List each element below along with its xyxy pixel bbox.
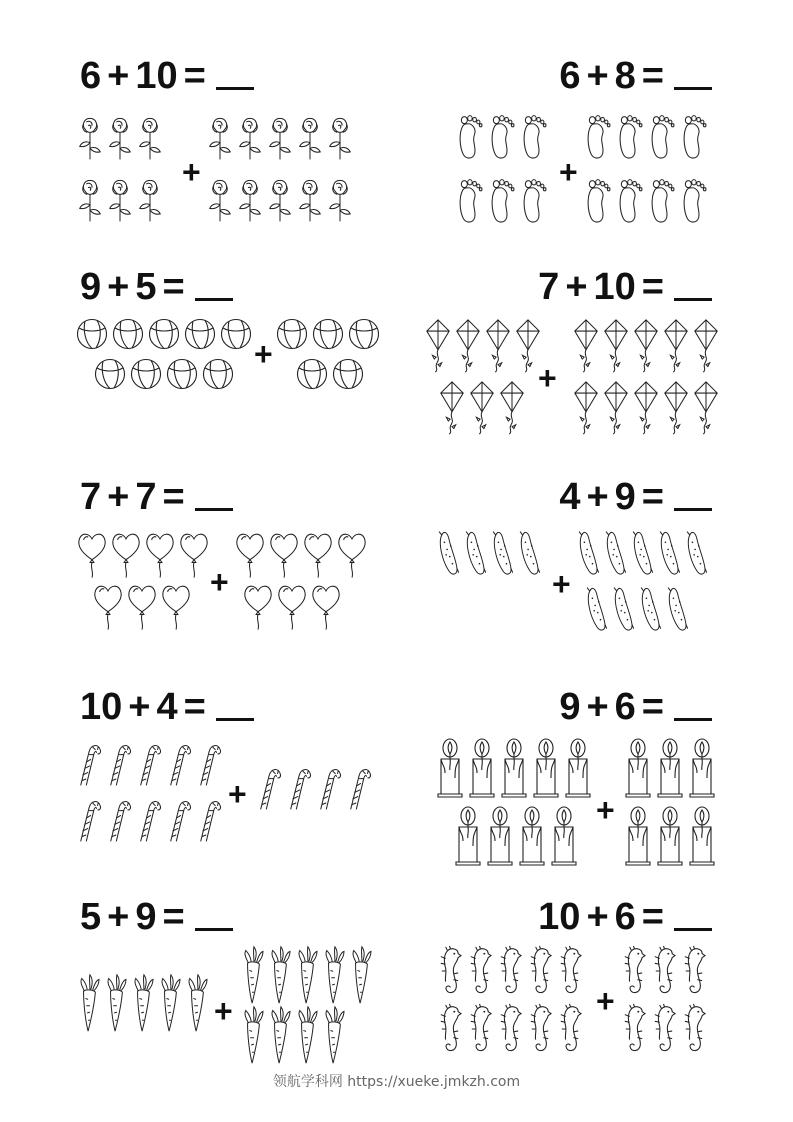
addend-a: 10 [80, 686, 123, 728]
candle-icon [656, 806, 684, 871]
picture-group [76, 738, 376, 848]
seahorse-icon [436, 945, 463, 1002]
candle-icon [532, 738, 560, 803]
picture-plus-sign: + [228, 776, 247, 812]
kite-icon [692, 318, 720, 379]
heart-balloon-icon [76, 528, 108, 585]
answer-blank[interactable] [216, 57, 254, 90]
beach-ball-icon [148, 318, 180, 355]
addend-b: 8 [614, 55, 636, 97]
carrot-icon [267, 945, 293, 1010]
addend-b: 10 [593, 266, 636, 308]
rose-icon [76, 110, 104, 169]
footprint-icon [679, 174, 707, 231]
answer-blank[interactable] [216, 688, 254, 721]
footprint-icon [615, 110, 643, 167]
candy-cane-icon [136, 794, 164, 849]
picture-plus-sign: + [559, 154, 578, 190]
equals-sign: = [162, 266, 185, 308]
picture-group [424, 318, 719, 440]
heart-balloon-icon [92, 580, 124, 637]
seahorse-icon [620, 945, 647, 1002]
answer-blank[interactable] [195, 478, 233, 511]
cucumber-icon [517, 528, 541, 583]
rose-icon [326, 172, 354, 231]
candle-icon [688, 806, 716, 871]
kite-icon [572, 380, 600, 441]
seahorse-icon [556, 1003, 583, 1060]
kite-icon [484, 318, 512, 379]
seahorse-icon [526, 1003, 553, 1060]
candy-cane-icon [76, 794, 104, 849]
cucumber-icon [436, 528, 460, 583]
picture-group [76, 318, 386, 400]
seahorse-icon [466, 945, 493, 1002]
carrot-icon [321, 1005, 347, 1070]
candy-cane-icon [196, 794, 224, 849]
equals-sign: = [641, 266, 664, 308]
picture-group [436, 738, 718, 876]
candle-icon [624, 738, 652, 803]
rose-icon [266, 110, 294, 169]
cucumber-icon [638, 584, 662, 639]
answer-blank[interactable] [195, 898, 233, 931]
rose-icon [296, 110, 324, 169]
picture-plus-sign: + [552, 566, 571, 602]
kite-icon [454, 318, 482, 379]
problem-7 [80, 687, 280, 727]
rose-icon [236, 172, 264, 231]
cucumber-icon [684, 528, 708, 583]
carrot-icon [267, 1005, 293, 1070]
heart-balloon-icon [110, 528, 142, 585]
heart-balloon-icon [178, 528, 210, 585]
picture-group [436, 945, 718, 1057]
addend-b: 10 [135, 55, 178, 97]
cucumber-icon [603, 528, 627, 583]
beach-ball-icon [312, 318, 344, 355]
addend-a: 7 [538, 266, 560, 308]
carrot-icon [294, 945, 320, 1010]
beach-ball-icon [276, 318, 308, 355]
kite-icon [692, 380, 720, 441]
problem-9 [80, 897, 280, 937]
rose-icon [266, 172, 294, 231]
carrot-icon [184, 973, 210, 1038]
addend-a: 7 [80, 476, 102, 518]
equation [538, 267, 712, 307]
carrot-icon [240, 1005, 266, 1070]
carrot-icon [240, 945, 266, 1010]
rose-icon [206, 172, 234, 231]
candy-cane-icon [346, 762, 374, 817]
answer-blank[interactable] [674, 898, 712, 931]
kite-icon [468, 380, 496, 441]
beach-ball-icon [348, 318, 380, 355]
seahorse-icon [496, 1003, 523, 1060]
addend-b: 5 [135, 266, 157, 308]
addend-a: 6 [559, 55, 581, 97]
footprint-icon [519, 110, 547, 167]
candle-icon [564, 738, 592, 803]
beach-ball-icon [94, 358, 126, 395]
beach-ball-icon [220, 318, 252, 355]
equals-sign: = [183, 55, 206, 97]
heart-balloon-icon [242, 580, 274, 637]
picture-plus-sign: + [596, 792, 615, 828]
answer-blank[interactable] [674, 478, 712, 511]
footer-watermark: 领航学科网 https://xueke.jmkzh.com [272, 1074, 521, 1090]
candy-cane-icon [106, 738, 134, 793]
heart-balloon-icon [336, 528, 368, 585]
rose-icon [206, 110, 234, 169]
plus-sign: + [565, 266, 588, 308]
addend-b: 7 [135, 476, 157, 518]
beach-ball-icon [112, 318, 144, 355]
candle-icon [550, 806, 578, 871]
seahorse-icon [680, 1003, 707, 1060]
beach-ball-icon [184, 318, 216, 355]
addend-b: 6 [614, 686, 636, 728]
candy-cane-icon [286, 762, 314, 817]
equals-sign: = [162, 896, 185, 938]
problem-6 [520, 477, 712, 517]
beach-ball-icon [130, 358, 162, 395]
candle-icon [486, 806, 514, 871]
kite-icon [572, 318, 600, 379]
problem-10 [520, 897, 712, 937]
candy-cane-icon [196, 738, 224, 793]
picture-plus-sign: + [254, 336, 273, 372]
picture-plus-sign: + [182, 154, 201, 190]
kite-icon [662, 380, 690, 441]
candy-cane-icon [76, 738, 104, 793]
problem-3 [80, 267, 280, 307]
heart-balloon-icon [144, 528, 176, 585]
rose-icon [136, 172, 164, 231]
candy-cane-icon [256, 762, 284, 817]
candle-icon [500, 738, 528, 803]
problem-5 [80, 477, 280, 517]
equation [80, 477, 233, 517]
footprint-icon [583, 174, 611, 231]
footprint-icon [583, 110, 611, 167]
cucumber-icon [463, 528, 487, 583]
plus-sign: + [107, 896, 130, 938]
candy-cane-icon [136, 738, 164, 793]
addend-b: 4 [156, 686, 178, 728]
candle-icon [624, 806, 652, 871]
candle-icon [656, 738, 684, 803]
addend-a: 9 [80, 266, 102, 308]
equals-sign: = [641, 686, 664, 728]
heart-balloon-icon [310, 580, 342, 637]
cucumber-icon [576, 528, 600, 583]
plus-sign: + [586, 55, 609, 97]
plus-sign: + [128, 686, 151, 728]
equation [80, 267, 233, 307]
equation [80, 897, 233, 937]
heart-balloon-icon [276, 580, 308, 637]
heart-balloon-icon [268, 528, 300, 585]
carrot-icon [76, 973, 102, 1038]
seahorse-icon [466, 1003, 493, 1060]
footprint-icon [455, 110, 483, 167]
seahorse-icon [650, 945, 677, 1002]
seahorse-icon [650, 1003, 677, 1060]
addend-a: 9 [559, 686, 581, 728]
equals-sign: = [641, 55, 664, 97]
cucumber-icon [657, 528, 681, 583]
rose-icon [106, 172, 134, 231]
picture-group [76, 110, 376, 235]
rose-icon [236, 110, 264, 169]
candy-cane-icon [166, 794, 194, 849]
footprint-icon [647, 174, 675, 231]
cucumber-icon [490, 528, 514, 583]
equation [559, 56, 712, 96]
answer-blank[interactable] [195, 268, 233, 301]
addend-b: 9 [135, 896, 157, 938]
addend-a: 5 [80, 896, 102, 938]
footprint-icon [615, 174, 643, 231]
candy-cane-icon [316, 762, 344, 817]
addend-b: 6 [614, 896, 636, 938]
heart-balloon-icon [302, 528, 334, 585]
equals-sign: = [183, 686, 206, 728]
seahorse-icon [556, 945, 583, 1002]
kite-icon [438, 380, 466, 441]
candy-cane-icon [106, 794, 134, 849]
plus-sign: + [107, 476, 130, 518]
footprint-icon [487, 110, 515, 167]
picture-group [455, 110, 717, 235]
addend-a: 6 [80, 55, 102, 97]
picture-plus-sign: + [538, 360, 557, 396]
seahorse-icon [436, 1003, 463, 1060]
kite-icon [602, 318, 630, 379]
plus-sign: + [586, 686, 609, 728]
equation [80, 56, 254, 96]
carrot-icon [157, 973, 183, 1038]
cucumber-icon [611, 584, 635, 639]
cucumber-icon [584, 584, 608, 639]
candle-icon [436, 738, 464, 803]
plus-sign: + [586, 896, 609, 938]
equation [538, 897, 712, 937]
picture-group [76, 945, 376, 1067]
plus-sign: + [107, 55, 130, 97]
seahorse-icon [526, 945, 553, 1002]
kite-icon [602, 380, 630, 441]
picture-plus-sign: + [214, 993, 233, 1029]
footprint-icon [519, 174, 547, 231]
rose-icon [106, 110, 134, 169]
plus-sign: + [586, 476, 609, 518]
equation [559, 687, 712, 727]
beach-ball-icon [296, 358, 328, 395]
kite-icon [424, 318, 452, 379]
candle-icon [454, 806, 482, 871]
answer-blank[interactable] [674, 57, 712, 90]
footprint-icon [679, 110, 707, 167]
beach-ball-icon [332, 358, 364, 395]
answer-blank[interactable] [674, 268, 712, 301]
addend-a: 4 [559, 476, 581, 518]
beach-ball-icon [166, 358, 198, 395]
problem-2 [540, 56, 712, 96]
carrot-icon [103, 973, 129, 1038]
rose-icon [76, 172, 104, 231]
picture-group [76, 528, 376, 633]
seahorse-icon [496, 945, 523, 1002]
rose-icon [326, 110, 354, 169]
equals-sign: = [641, 896, 664, 938]
addend-b: 9 [614, 476, 636, 518]
kite-icon [632, 318, 660, 379]
candle-icon [518, 806, 546, 871]
equals-sign: = [162, 476, 185, 518]
heart-balloon-icon [160, 580, 192, 637]
kite-icon [662, 318, 690, 379]
seahorse-icon [620, 1003, 647, 1060]
plus-sign: + [107, 266, 130, 308]
candle-icon [468, 738, 496, 803]
picture-group [436, 528, 716, 640]
beach-ball-icon [202, 358, 234, 395]
carrot-icon [294, 1005, 320, 1070]
kite-icon [632, 380, 660, 441]
heart-balloon-icon [126, 580, 158, 637]
candle-icon [688, 738, 716, 803]
rose-icon [296, 172, 324, 231]
problem-4 [500, 267, 712, 307]
answer-blank[interactable] [674, 688, 712, 721]
cucumber-icon [665, 584, 689, 639]
cucumber-icon [630, 528, 654, 583]
footprint-icon [455, 174, 483, 231]
problem-8 [520, 687, 712, 727]
kite-icon [498, 380, 526, 441]
footprint-icon [647, 110, 675, 167]
picture-plus-sign: + [210, 564, 229, 600]
carrot-icon [348, 945, 374, 1010]
picture-plus-sign: + [596, 983, 615, 1019]
addend-a: 10 [538, 896, 581, 938]
carrot-icon [130, 973, 156, 1038]
equals-sign: = [641, 476, 664, 518]
footprint-icon [487, 174, 515, 231]
heart-balloon-icon [234, 528, 266, 585]
seahorse-icon [680, 945, 707, 1002]
candy-cane-icon [166, 738, 194, 793]
carrot-icon [321, 945, 347, 1010]
equation [559, 477, 712, 517]
beach-ball-icon [76, 318, 108, 355]
rose-icon [136, 110, 164, 169]
equation [80, 687, 254, 727]
